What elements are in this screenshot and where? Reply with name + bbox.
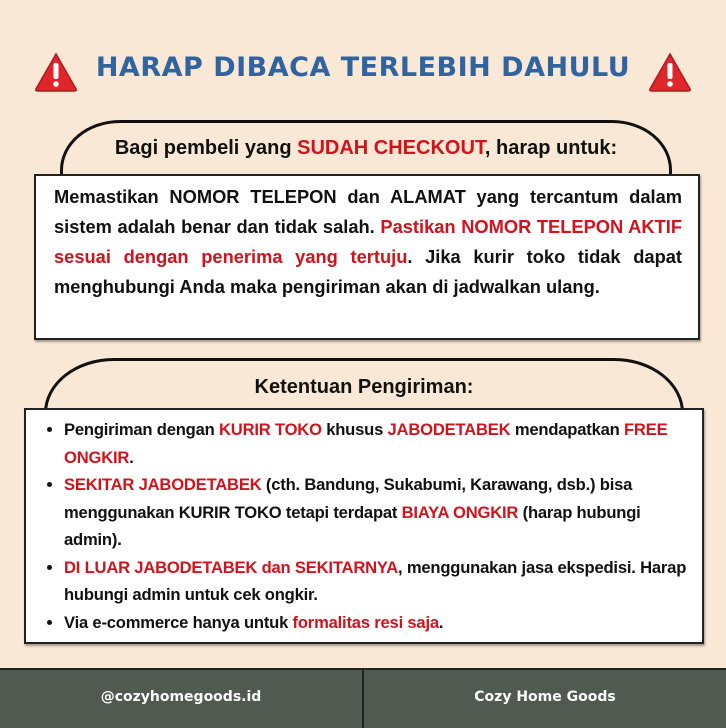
highlight-text: KURIR TOKO xyxy=(219,420,322,439)
text-segment: Via e-commerce hanya untuk xyxy=(64,612,293,632)
text-segment: Bagi pembeli yang xyxy=(114,137,298,159)
text-segment: , menggunakan jasa ekspedisi. Harap hubungi admin untuk cek ongkir. xyxy=(64,557,687,604)
highlight-text: JABODETABEK xyxy=(387,420,511,439)
text-segment: Memastikan NOMOR TELEPON dan ALAMAT yang tercantum dalam sistem adalah benar dan tidak salah. xyxy=(54,186,682,237)
highlight-text: Pastikan NOMOR TELEPON AKTIF sesuai dengan penerima yang tertuju xyxy=(54,216,682,267)
highlight-text: formalitas resi saja xyxy=(292,612,439,632)
footer-brand: Cozy Home Goods xyxy=(474,689,616,705)
highlight-text: DI LUAR JABODETABEK dan SEKITARNYA xyxy=(64,557,399,577)
shipping-rule-item xyxy=(64,471,690,554)
footer xyxy=(0,668,726,728)
text-segment: Pengiriman dengan xyxy=(64,420,219,439)
checkout-tab xyxy=(60,120,672,179)
text-segment: (harap hubungi admin). xyxy=(64,502,641,549)
warning-icon xyxy=(648,52,692,92)
checkout-label xyxy=(63,137,669,160)
text-segment: , harap untuk: xyxy=(484,137,618,159)
text-segment: . Jika kurir toko tidak dapat menghubungi Anda maka pengiriman akan di jadwalkan ulang. xyxy=(54,246,682,297)
highlight-text: SUDAH CHECKOUT xyxy=(297,137,485,159)
shipping-rule-item xyxy=(64,554,690,609)
page-title: HARAP DIBACA TERLEBIH DAHULU xyxy=(95,52,631,83)
highlight-text: SEKITAR JABODETABEK xyxy=(64,475,262,494)
shipping-rules-list xyxy=(26,410,702,636)
shipping-label: Ketentuan Pengiriman: xyxy=(254,376,474,398)
shipping-rule-item xyxy=(64,416,690,471)
text-segment: . xyxy=(438,612,444,632)
text-segment: . xyxy=(129,447,134,467)
text-segment: mendapatkan xyxy=(510,420,624,439)
text-segment: (cth. Bandung, Sukabumi, Karawang, dsb.) bisa menggunakan KURIR TOKO tetapi terdapat xyxy=(64,475,633,522)
checkout-info-box xyxy=(34,174,700,340)
shipping-rules-box xyxy=(24,408,704,644)
highlight-text: FREE ONGKIR xyxy=(64,420,668,467)
highlight-text: BIAYA ONGKIR xyxy=(401,502,519,522)
text-segment: khusus xyxy=(321,420,388,439)
footer-handle: @cozyhomegoods.id xyxy=(100,689,262,705)
shipping-rule-item xyxy=(64,609,690,637)
checkout-instructions xyxy=(36,176,698,302)
shipping-tab xyxy=(44,358,684,415)
